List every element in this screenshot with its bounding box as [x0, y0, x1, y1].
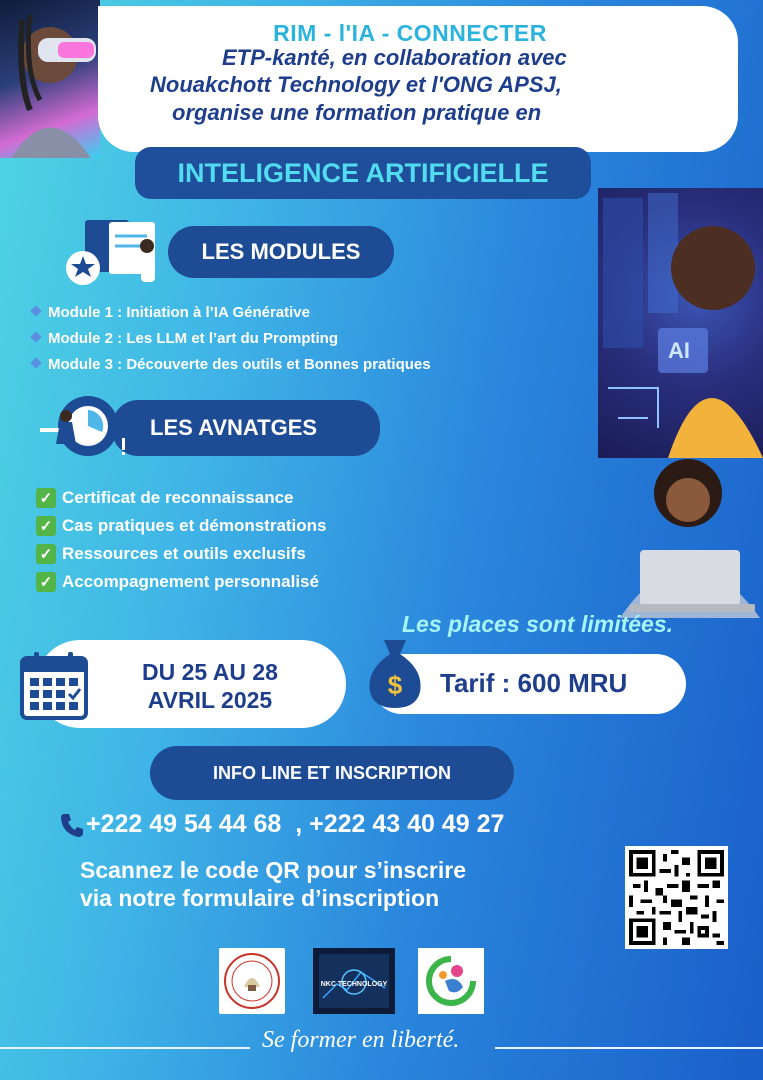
advantages-illustration	[36, 394, 136, 464]
tarif-text: Tarif : 600 MRU	[440, 668, 628, 698]
module-item-2: Module 2 : Les LLM et l’art du Prompting	[32, 330, 431, 347]
qr-code[interactable]	[625, 846, 728, 949]
etp-kante-logo	[219, 948, 285, 1014]
ai-woman-image	[598, 188, 763, 458]
phone-icon	[58, 811, 86, 839]
advantage-item-1: ✓ Certificat de reconnaissance	[36, 488, 327, 508]
student-laptop-image	[610, 458, 763, 618]
vr-person-photo	[0, 0, 100, 158]
scan-instructions	[80, 856, 466, 912]
limited-places-text: Les places sont limitées.	[402, 611, 674, 637]
ai-panel-label: AI	[668, 338, 690, 363]
scan-line-2: via notre formulaire d’inscription	[80, 885, 440, 911]
modules-list	[32, 304, 431, 373]
dollar-sign: $	[387, 670, 403, 700]
tagline-right-line	[495, 1047, 763, 1049]
scan-line-1: Scannez le code QR pour s’inscrire	[80, 857, 467, 883]
calendar-icon	[18, 650, 90, 722]
diamond-bullet-icon	[30, 305, 41, 316]
advantages-list	[36, 488, 327, 592]
check-icon: ✓	[36, 572, 56, 592]
check-icon: ✓	[36, 544, 56, 564]
money-bag-icon	[364, 636, 426, 710]
ong-apsj-logo	[418, 948, 484, 1014]
check-icon: ✓	[36, 516, 56, 536]
phone-line	[58, 810, 504, 839]
tagline: Se former en liberté.	[262, 1027, 460, 1053]
tagline-left-line	[0, 1047, 250, 1049]
header-line-2: Nouakchott Technology et l'ONG APSJ,	[150, 72, 562, 97]
diamond-bullet-icon	[30, 357, 41, 368]
advantage-item-4: ✓ Accompagnement personnalisé	[36, 572, 327, 592]
header-line-3: organise une formation pratique en	[172, 100, 542, 125]
module-item-1: Module 1 : Initiation à l’IA Générative	[32, 304, 431, 321]
date-line-1: DU 25 AU 28	[142, 659, 278, 685]
nkc-logo-text: NKC TECHNOLOGY	[320, 981, 388, 988]
diamond-bullet-icon	[30, 331, 41, 342]
advantage-item-3: ✓ Ressources et outils exclusifs	[36, 544, 327, 564]
modules-heading: LES MODULES	[168, 226, 394, 278]
info-heading: INFO LINE ET INSCRIPTION	[150, 746, 514, 800]
module-item-3: Module 3 : Découverte des outils et Bonnes pratiques	[32, 356, 431, 373]
advantages-heading: LES AVNATGES	[112, 400, 380, 456]
modules-illustration	[63, 218, 173, 288]
main-title: INTELIGENCE ARTIFICIELLE	[135, 147, 591, 199]
header-line-1: ETP-kanté, en collaboration avec	[222, 45, 567, 70]
header-top-line: RIM - l'IA - CONNECTER	[273, 20, 547, 46]
phone-numbers[interactable]: +222 49 54 44 68 , +222 43 40 49 27	[86, 810, 505, 838]
advantage-item-2: ✓ Cas pratiques et démonstrations	[36, 516, 327, 536]
date-text	[120, 658, 300, 714]
date-line-2: AVRIL 2025	[147, 687, 273, 713]
check-icon: ✓	[36, 488, 56, 508]
nkc-technology-logo	[313, 948, 395, 1014]
